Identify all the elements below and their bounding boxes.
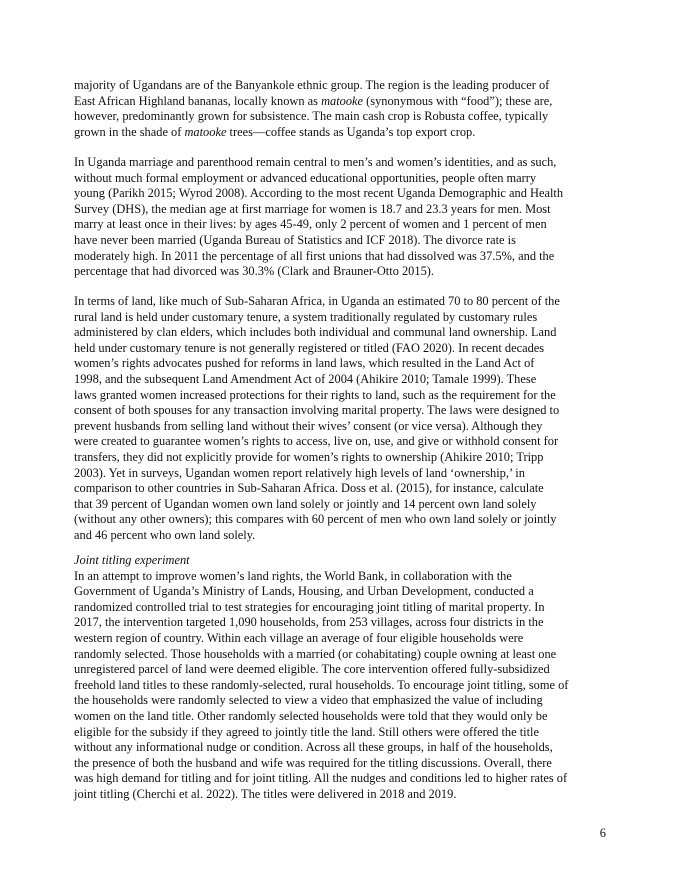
text-line: Survey (DHS), the median age at first marriage for women is 18.7 and 23.3 years for men. Most [74,201,551,216]
paragraph-region-ethnic-economy [74,78,610,140]
text-line: In Uganda marriage and parenthood remain central to men’s and women’s identities, and as such, [74,155,557,169]
page-number: 6 [599,826,606,840]
text-line: prevent husbands from selling land without their wives’ consent (or vice versa). Although they [74,418,543,433]
section-joint-titling-experiment [74,553,610,803]
text-line: In terms of land, like much of Sub-Saharan Africa, in Uganda an estimated 70 to 80 percent of the [74,294,560,308]
text-line: comparison to other countries in Sub-Saharan Africa. Doss et al. (2015), for instance, calculate [74,481,544,496]
text-line: that 39 percent of Ugandan women own land solely or jointly and 14 percent own land solely [74,496,537,511]
text-run: trees—coffee stands as Uganda’s top export crop. [226,124,476,139]
text-line: women’s rights advocates pushed for reforms in land laws, which resulted in the Land Act of [74,356,535,371]
text-line: joint titling (Cherchi et al. 2022). The titles were delivered in 2018 and 2019. [74,786,457,801]
section-heading-text: Joint titling experiment [74,553,190,567]
text-line: 2017, the intervention targeted 1,090 households, from 253 villages, across four districts in the [74,615,544,630]
text-line: moderately high. In 2011 the percentage of all first unions that had dissolved was 37.5%, and the [74,248,555,263]
text-line: administered by clan elders, which includes both individual and communal land ownership. Land [74,325,557,340]
text-line: transfers, they did not explicitly provide for women’s rights to ownership (Ahikire 2010; Tripp [74,449,544,464]
text-line: and 46 percent who own land solely. [74,527,256,542]
text-line: the households were randomly selected to view a video that emphasized the value of including [74,693,543,708]
text-line [74,125,610,141]
text-line: marry at least once in their lives: by ages 45-49, only 2 percent of women and 1 percent of men [74,217,547,232]
italic-term: matooke [184,124,227,139]
text-line: 2003). Yet in surveys, Ugandan women report relatively high levels of land ‘ownership,’ in [74,465,525,480]
text-line: western region of country. Within each village an average of four eligible households were [74,630,524,645]
text-line: freehold land titles to these randomly-selected, rural households. To encourage joint titling, some of [74,677,569,692]
text-run: (synonymous with “food”); these are, [363,93,553,108]
text-line: In an attempt to improve women’s land rights, the World Bank, in collaboration with the [74,568,512,583]
text-run: East African Highland bananas, locally known as [74,93,322,108]
text-line: however, predominantly grown for subsistence. The main cash crop is Robusta coffee, typically [74,109,549,124]
text-line: percentage that had divorced was 30.3% (Clark and Brauner-Otto 2015). [74,264,434,279]
text-line: without much formal employment or advanced educational opportunities, people often marry [74,170,537,185]
text-line: young (Parikh 2015; Wyrod 2008). According to the most recent Uganda Demographic and Health [74,186,564,201]
text-line: Government of Uganda’s Ministry of Lands, Housing, and Urban Development, conducted a [74,584,534,599]
text-line: laws granted women increased protections for their rights to land, such as the requirement for the [74,387,556,402]
text-line: 1998, and the subsequent Land Amendment Act of 2004 (Ahikire 2010; Tamale 1999). These [74,371,537,386]
text-line: without any informational nudge or condition. Across all these groups, in half of the households, [74,740,553,755]
text-line: was high demand for titling and for joint titling. All the nudges and conditions led to higher rates of [74,771,568,786]
text-line: rural land is held under customary tenure, a system traditionally regulated by customary rules [74,309,538,324]
text-line: women on the land title. Other randomly selected households were told that they would only be [74,708,548,723]
text-line: eligible for the subsidy if they agreed to jointly title the land. Still others were offered the title [74,724,539,739]
text-line: majority of Ugandans are of the Banyankole ethnic group. The region is the leading producer of [74,78,550,92]
text-line: randomized controlled trial to test strategies for encouraging joint titling of marital property. In [74,599,545,614]
text-run: grown in the shade of [74,124,185,139]
text-line: randomly selected. Those households with a married (or cohabitating) couple owning at least one [74,646,557,661]
text-line: were created to guarantee women’s rights to access, live on, use, and give or withhold consent for [74,434,559,449]
paragraph-land-tenure [74,294,610,544]
paragraph-marriage [74,155,610,280]
text-line [74,94,610,110]
section-heading [74,553,610,569]
text-line: unregistered parcel of land were deemed eligible. The core intervention offered fully-subsidized [74,662,550,677]
text-line: (without any other owners); this compares with 60 percent of men who own land solely or jointly [74,512,557,527]
text-line: held under customary tenure is not generally registered or titled (FAO 2020). In recent decades [74,340,545,355]
text-line: have never been married (Uganda Bureau of Statistics and ICF 2018). The divorce rate is [74,232,516,247]
text-line: consent of both spouses for any transaction involving marital property. The laws were designed to [74,403,560,418]
italic-term: matooke [321,93,364,108]
text-line: the presence of both the husband and wife was required for the titling discussions. Overall, there [74,755,552,770]
